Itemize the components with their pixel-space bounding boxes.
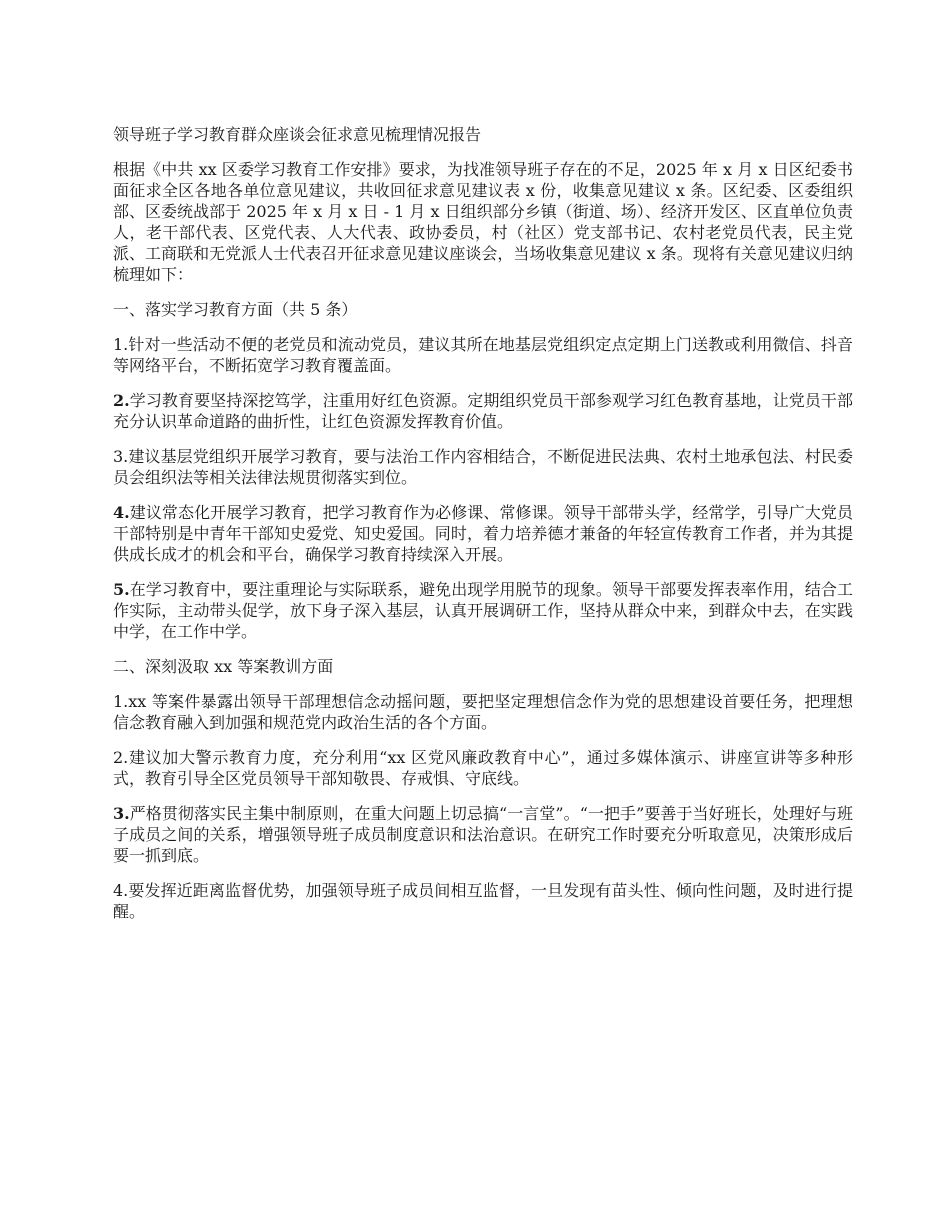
section-1-list (113, 334, 853, 642)
list-item (113, 691, 853, 733)
list-item (113, 747, 853, 789)
item-text: 要发挥近距离监督优势，加强领导班子成员间相互监督，一旦发现有苗头性、倾向性问题，及时进行提醒。 (113, 881, 853, 921)
item-number: 5. (113, 580, 130, 599)
list-item (113, 446, 853, 488)
item-text: xx 等案件暴露出领导干部理想信念动摇问题，要把坚定理想信念作为党的思想建设首要任务，把理想信念教育融入到加强和规范党内政治生活的各个方面。 (113, 692, 853, 732)
item-text: 建议常态化开展学习教育，把学习教育作为必修课、常修课。领导干部带头学，经常学，引导广大党员干部特别是中青年干部知史爱党、知史爱国。同时，着力培养德才兼备的年轻宣传教育工作者，并为其提供成长成才的机会和平台，确保学习教育持续深入开展。 (113, 503, 853, 564)
item-number: 2. (113, 391, 130, 410)
list-item (113, 579, 853, 642)
list-item (113, 334, 853, 376)
section-1-heading: 一、落实学习教育方面（共 5 条） (113, 300, 358, 319)
item-number: 4. (113, 881, 129, 900)
item-text: 学习教育要坚持深挖笃学，注重用好红色资源。定期组织党员干部参观学习红色教育基地，让党员干部充分认识革命道路的曲折性，让红色资源发挥教育价值。 (113, 391, 853, 431)
item-text: 在学习教育中，要注重理论与实际联系，避免出现学用脱节的现象。领导干部要发挥表率作用，结合工作实际，主动带头促学，放下身子深入基层，认真开展调研工作，坚持从群众中来，到群众中去，在实践中学，在工作中学。 (113, 580, 853, 641)
section-2-heading: 二、深刻汲取 xx 等案教训方面 (113, 657, 334, 676)
item-number: 1. (113, 335, 129, 354)
item-text: 针对一些活动不便的老党员和流动党员，建议其所在地基层党组织定点定期上门送教或利用微信、抖音等网络平台，不断拓宽学习教育覆盖面。 (113, 335, 853, 375)
list-item (113, 390, 853, 432)
item-number: 3. (113, 447, 129, 466)
document-title: 领导班子学习教育群众座谈会征求意见梳理情况报告 (113, 125, 482, 144)
list-item (113, 803, 853, 866)
item-number: 4. (113, 503, 130, 522)
section-2-list (113, 691, 853, 922)
item-text: 建议加大警示教育力度，充分利用“xx 区党风廉政教育中心”，通过多媒体演示、讲座宣讲等多种形式，教育引导全区党员领导干部知敬畏、存戒惧、守底线。 (113, 748, 853, 788)
item-text: 建议基层党组织开展学习教育，要与法治工作内容相结合，不断促进民法典、农村土地承包法、村民委员会组织法等相关法律法规贯彻落实到位。 (113, 447, 853, 487)
item-number: 1. (113, 692, 129, 711)
item-number: 2. (113, 748, 129, 767)
item-text: 严格贯彻落实民主集中制原则，在重大问题上切忌搞“一言堂”。“一把手”要善于当好班长，处理好与班子成员之间的关系，增强领导班子成员制度意识和法治意识。在研究工作时要充分听取意见，决策形成后要一抓到底。 (113, 804, 853, 865)
list-item (113, 880, 853, 922)
document-page (113, 124, 853, 936)
intro-paragraph: 根据《中共 xx 区委学习教育工作安排》要求，为找准领导班子存在的不足，2025 年 x 月 x 日区纪委书面征求全区各地各单位意见建议，共收回征求意见建议表 x 份，收集意见建议 x 条。区纪委、区委组织部、区委统战部于 2025 年 x 月 x 日 - 1 月 x 日组织部分乡镇（街道、场）、经济开发区、区直单位负责人，老干部代表、区党代表、人大代表、政协委员，村（社区）党支部书记、农村老党员代表，民主党派、工商联和无党派人士代表召开征求意见建议座谈会，当场收集意见建议 x 条。现将有关意见建议归纳梳理如下： (113, 160, 853, 284)
item-number: 3. (113, 804, 130, 823)
list-item (113, 502, 853, 565)
